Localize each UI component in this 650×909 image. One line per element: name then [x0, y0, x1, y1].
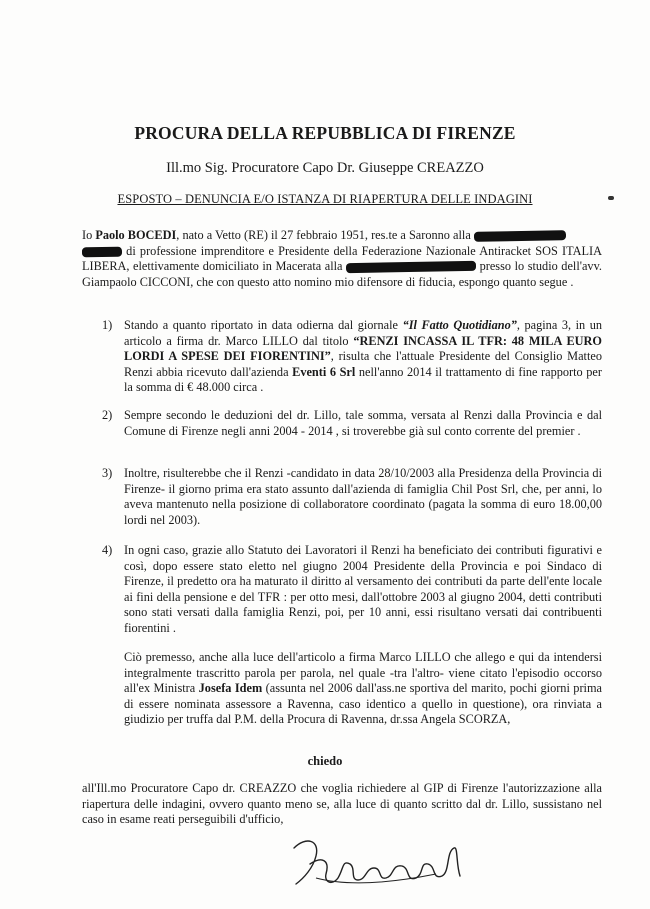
addressee: Ill.mo Sig. Procuratore Capo Dr. Giuseppe CREAZZO	[166, 160, 484, 176]
item-text: Inoltre, risulterebbe che il Renzi -candidato in data 28/10/2003 alla Presidenza della Provincia di Firenze- il giorno prima era stato assunto dall'azienda di famiglia Chil Post Srl, che, per anni, lo aveva mantenuto nella posizione di collaboratore coordinato (pagata la somma di euro 18.00,00 lordi nel 2003).	[124, 466, 602, 527]
item-text-part: , risulta che l'attuale Presidente del Consiglio Matteo Renzi abbia ricevuto dall'azienda	[124, 349, 602, 379]
redacted-address	[82, 246, 122, 257]
request-heading: chiedo	[307, 754, 343, 768]
signature-underline	[316, 874, 436, 883]
margin-mark	[608, 196, 614, 200]
premise-text: (assunta nel 2006 dall'ass.ne sportiva del marito, pochi giorni prima di essere nominata assessore a Ravenna, caso identico a quello in questione), ora rinviata a giudizio per truffa dal P.M. della Procura di Ravenna, dr.ssa Angela SCORZA,	[124, 681, 602, 726]
signature-stroke	[294, 841, 460, 884]
intro-paragraph	[82, 228, 602, 290]
intro-text: di professione imprenditore e Presidente della Federazione Nazionale Antiracket SOS ITALIA LIBERA, elettivamente domiciliato in Macerata alla	[82, 243, 602, 273]
item-text: Sempre secondo le deduzioni del dr. Lillo, tale somma, versata al Renzi dalla Provincia e dal Comune di Firenze negli anni 2004 - 2014 , si troverebbe già sul conto corrente del premier .	[124, 408, 602, 438]
company-name: Eventi 6 Srl	[292, 364, 356, 379]
author-name: Paolo BOCEDI	[95, 228, 177, 242]
article-title: “RENZI INCASSA IL TFR: 48 MILA EURO LORDI A SPESE DEI FIORENTINI”	[124, 333, 602, 363]
document-title: PROCURA DELLA REPUBBLICA DI FIRENZE	[134, 123, 516, 143]
item-text-part: , pagina 3, in un articolo a firma dr. Marco LILLO dal titolo	[124, 318, 603, 348]
item-text: In ogni caso, grazie allo Statuto dei Lavoratori il Renzi ha beneficiato dei contributi figurativi e così, dopo essere stato eletto nel giugno 2004 Presidente della Provincia e poi Sindaco di Firenze, il predetto ora ha maturato il diritto al versamento dei contributi da parte dell'ente locale ai fini della pensione e del TFR : per otto mesi, dall'ottobre 2003 al giugno 2004, detti contributi sono stati versati dalla famiglia Renzi, poi, per 10 anni, essi risultano versati dai contribuenti fiorentini .	[124, 543, 602, 635]
item-number: 1)	[102, 318, 113, 332]
item-text	[124, 318, 602, 396]
premise-text: Ciò premesso, anche alla luce dell'articolo a firma Marco LILLO che allego e qui da intendersi integralmente trascritto parola per parola, nel quale -tra l'altro- viene citato l'episodio occorso all'ex Ministra	[124, 650, 602, 695]
request-paragraph: all'Ill.mo Procuratore Capo dr. CREAZZO che voglia richiedere al GIP di Firenze l'autorizzazione alla riapertura delle indagini, ovvero quanto meno se, alla luce di quanto scritto dal dr. Lillo, sussistano nel caso in esame reati perseguibili d'ufficio,	[82, 781, 602, 826]
intro-text: , nato a Vetto (RE) il 27 febbraio 1951, res.te a Saronno alla	[176, 228, 474, 242]
item-number: 4)	[102, 543, 113, 557]
handwritten-signature	[286, 834, 472, 900]
item-number: 3)	[102, 466, 113, 480]
document-heading: ESPOSTO – DENUNCIA E/O ISTANZA DI RIAPERTURA DELLE INDAGINI	[117, 192, 533, 206]
newspaper-name: “Il Fatto Quotidiano”	[402, 318, 517, 332]
intro-text: Io	[82, 228, 96, 242]
redacted-address	[346, 261, 476, 273]
redacted-address	[474, 230, 566, 242]
item-text-part: nell'anno 2014 il trattamento di fine rapporto per la somma di € 48.000 circa .	[124, 364, 602, 394]
person-name: Josefa Idem	[198, 681, 263, 695]
intro-text: presso lo studio dell'avv. Giampaolo CICCONI, che con questo atto nomino mio difensore di fiducia, espongo quanto segue .	[82, 259, 602, 289]
premise-paragraph	[124, 650, 602, 728]
item-text-part: Stando a quanto riportato in data odierna dal giornale	[124, 318, 403, 332]
item-number: 2)	[102, 408, 113, 422]
